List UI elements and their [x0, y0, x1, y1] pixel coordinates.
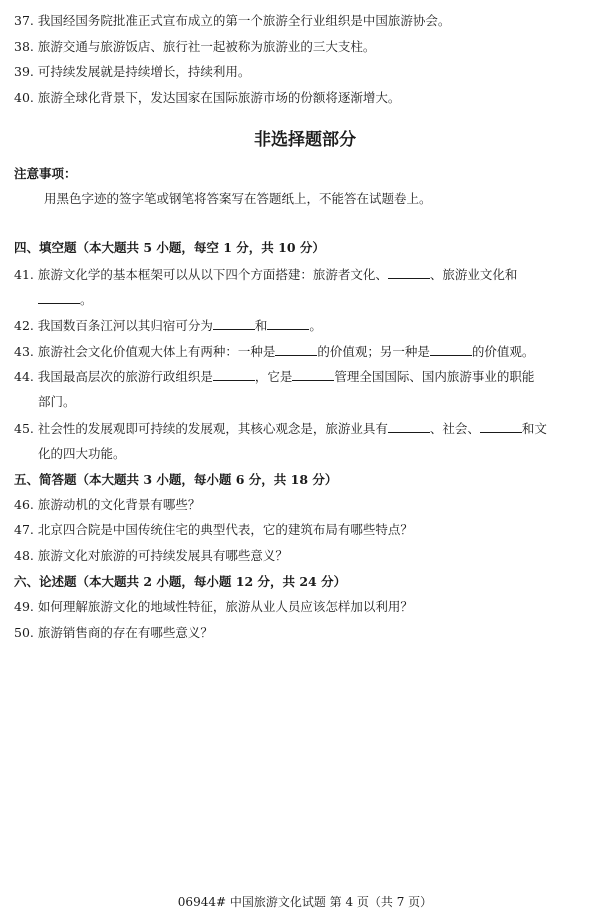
question-41	[14, 266, 517, 283]
question-42-part-a: 42. 我国数百条江河以其归宿可分为	[14, 318, 213, 333]
question-50: 50. 旅游销售商的存在有哪些意义？	[14, 625, 213, 640]
answer-blank[interactable]	[388, 266, 430, 279]
question-45-part-a: 45. 社会性的发展观即可持续的发展观，其核心观念是，旅游业具有	[14, 421, 388, 436]
notes-body: 用黑色字迹的签字笔或钢笔将答案写在答题纸上，不能答在试题卷上。	[44, 191, 432, 206]
question-48: 48. 旅游文化对旅游的可持续发展具有哪些意义？	[14, 548, 288, 563]
question-43-part-c: 的价值观。	[471, 344, 535, 359]
answer-blank[interactable]	[430, 343, 472, 356]
question-42-part-c: 。	[309, 318, 322, 333]
question-44-part-c: 管理全国国际、国内旅游事业的职能	[334, 369, 535, 384]
question-41-part-c: 。	[80, 292, 93, 307]
question-44	[14, 368, 534, 385]
page-footer: 06944# 中国旅游文化试题 第 4 页（共 7 页）	[177, 895, 433, 909]
question-47: 47. 北京四合院是中国传统住宅的典型代表，它的建筑布局有哪些特点？	[14, 522, 413, 537]
question-41-continued	[38, 291, 93, 308]
answer-blank[interactable]	[267, 317, 309, 330]
question-45-part-b: 、社会、	[429, 421, 480, 436]
question-40: 40. 旅游全球化背景下，发达国家在国际旅游市场的份额将逐渐增大。	[14, 90, 401, 105]
question-44-continued: 部门。	[38, 394, 76, 409]
answer-blank[interactable]	[38, 291, 80, 304]
answer-blank[interactable]	[213, 368, 255, 381]
question-37: 37. 我国经国务院批准正式宣布成立的第一个旅游全行业组织是中国旅游协会。	[14, 13, 451, 28]
question-44-part-a: 44. 我国最高层次的旅游行政组织是	[14, 369, 213, 384]
question-43-part-b: 的价值观；另一种是	[317, 344, 430, 359]
question-46: 46. 旅游动机的文化背景有哪些？	[14, 497, 201, 512]
answer-blank[interactable]	[388, 420, 430, 433]
question-42	[14, 317, 322, 334]
question-44-part-b: ，它是	[254, 369, 293, 384]
question-41-part-b: 、旅游业文化和	[429, 267, 518, 282]
section-title: 非选择题部分	[254, 130, 356, 150]
question-42-part-b: 和	[254, 318, 268, 333]
question-38: 38. 旅游交通与旅游饭店、旅行社一起被称为旅游业的三大支柱。	[14, 39, 376, 54]
question-43	[14, 343, 534, 360]
section-5-heading: 五、简答题（本大题共 3 小题，每小题 6 分，共 18 分）	[14, 472, 338, 487]
notes-heading: 注意事项：	[14, 166, 77, 181]
section-6-heading: 六、论述题（本大题共 2 小题，每小题 12 分，共 24 分）	[14, 574, 347, 589]
answer-blank[interactable]	[213, 317, 255, 330]
question-49: 49. 如何理解旅游文化的地域性特征，旅游从业人员应该怎样加以利用？	[14, 599, 413, 614]
question-45-continued: 化的四大功能。	[38, 446, 126, 461]
answer-blank[interactable]	[275, 343, 317, 356]
question-43-part-a: 43. 旅游社会文化价值观大体上有两种：一种是	[14, 344, 276, 359]
question-41-part-a: 41. 旅游文化学的基本框架可以从以下四个方面搭建：旅游者文化、	[14, 267, 388, 282]
question-39: 39. 可持续发展就是持续增长，持续利用。	[14, 64, 251, 79]
answer-blank[interactable]	[480, 420, 522, 433]
question-45-part-c: 和文	[521, 421, 547, 436]
question-45	[14, 420, 547, 437]
answer-blank[interactable]	[292, 368, 334, 381]
section-4-heading: 四、填空题（本大题共 5 小题，每空 1 分，共 10 分）	[14, 240, 325, 255]
